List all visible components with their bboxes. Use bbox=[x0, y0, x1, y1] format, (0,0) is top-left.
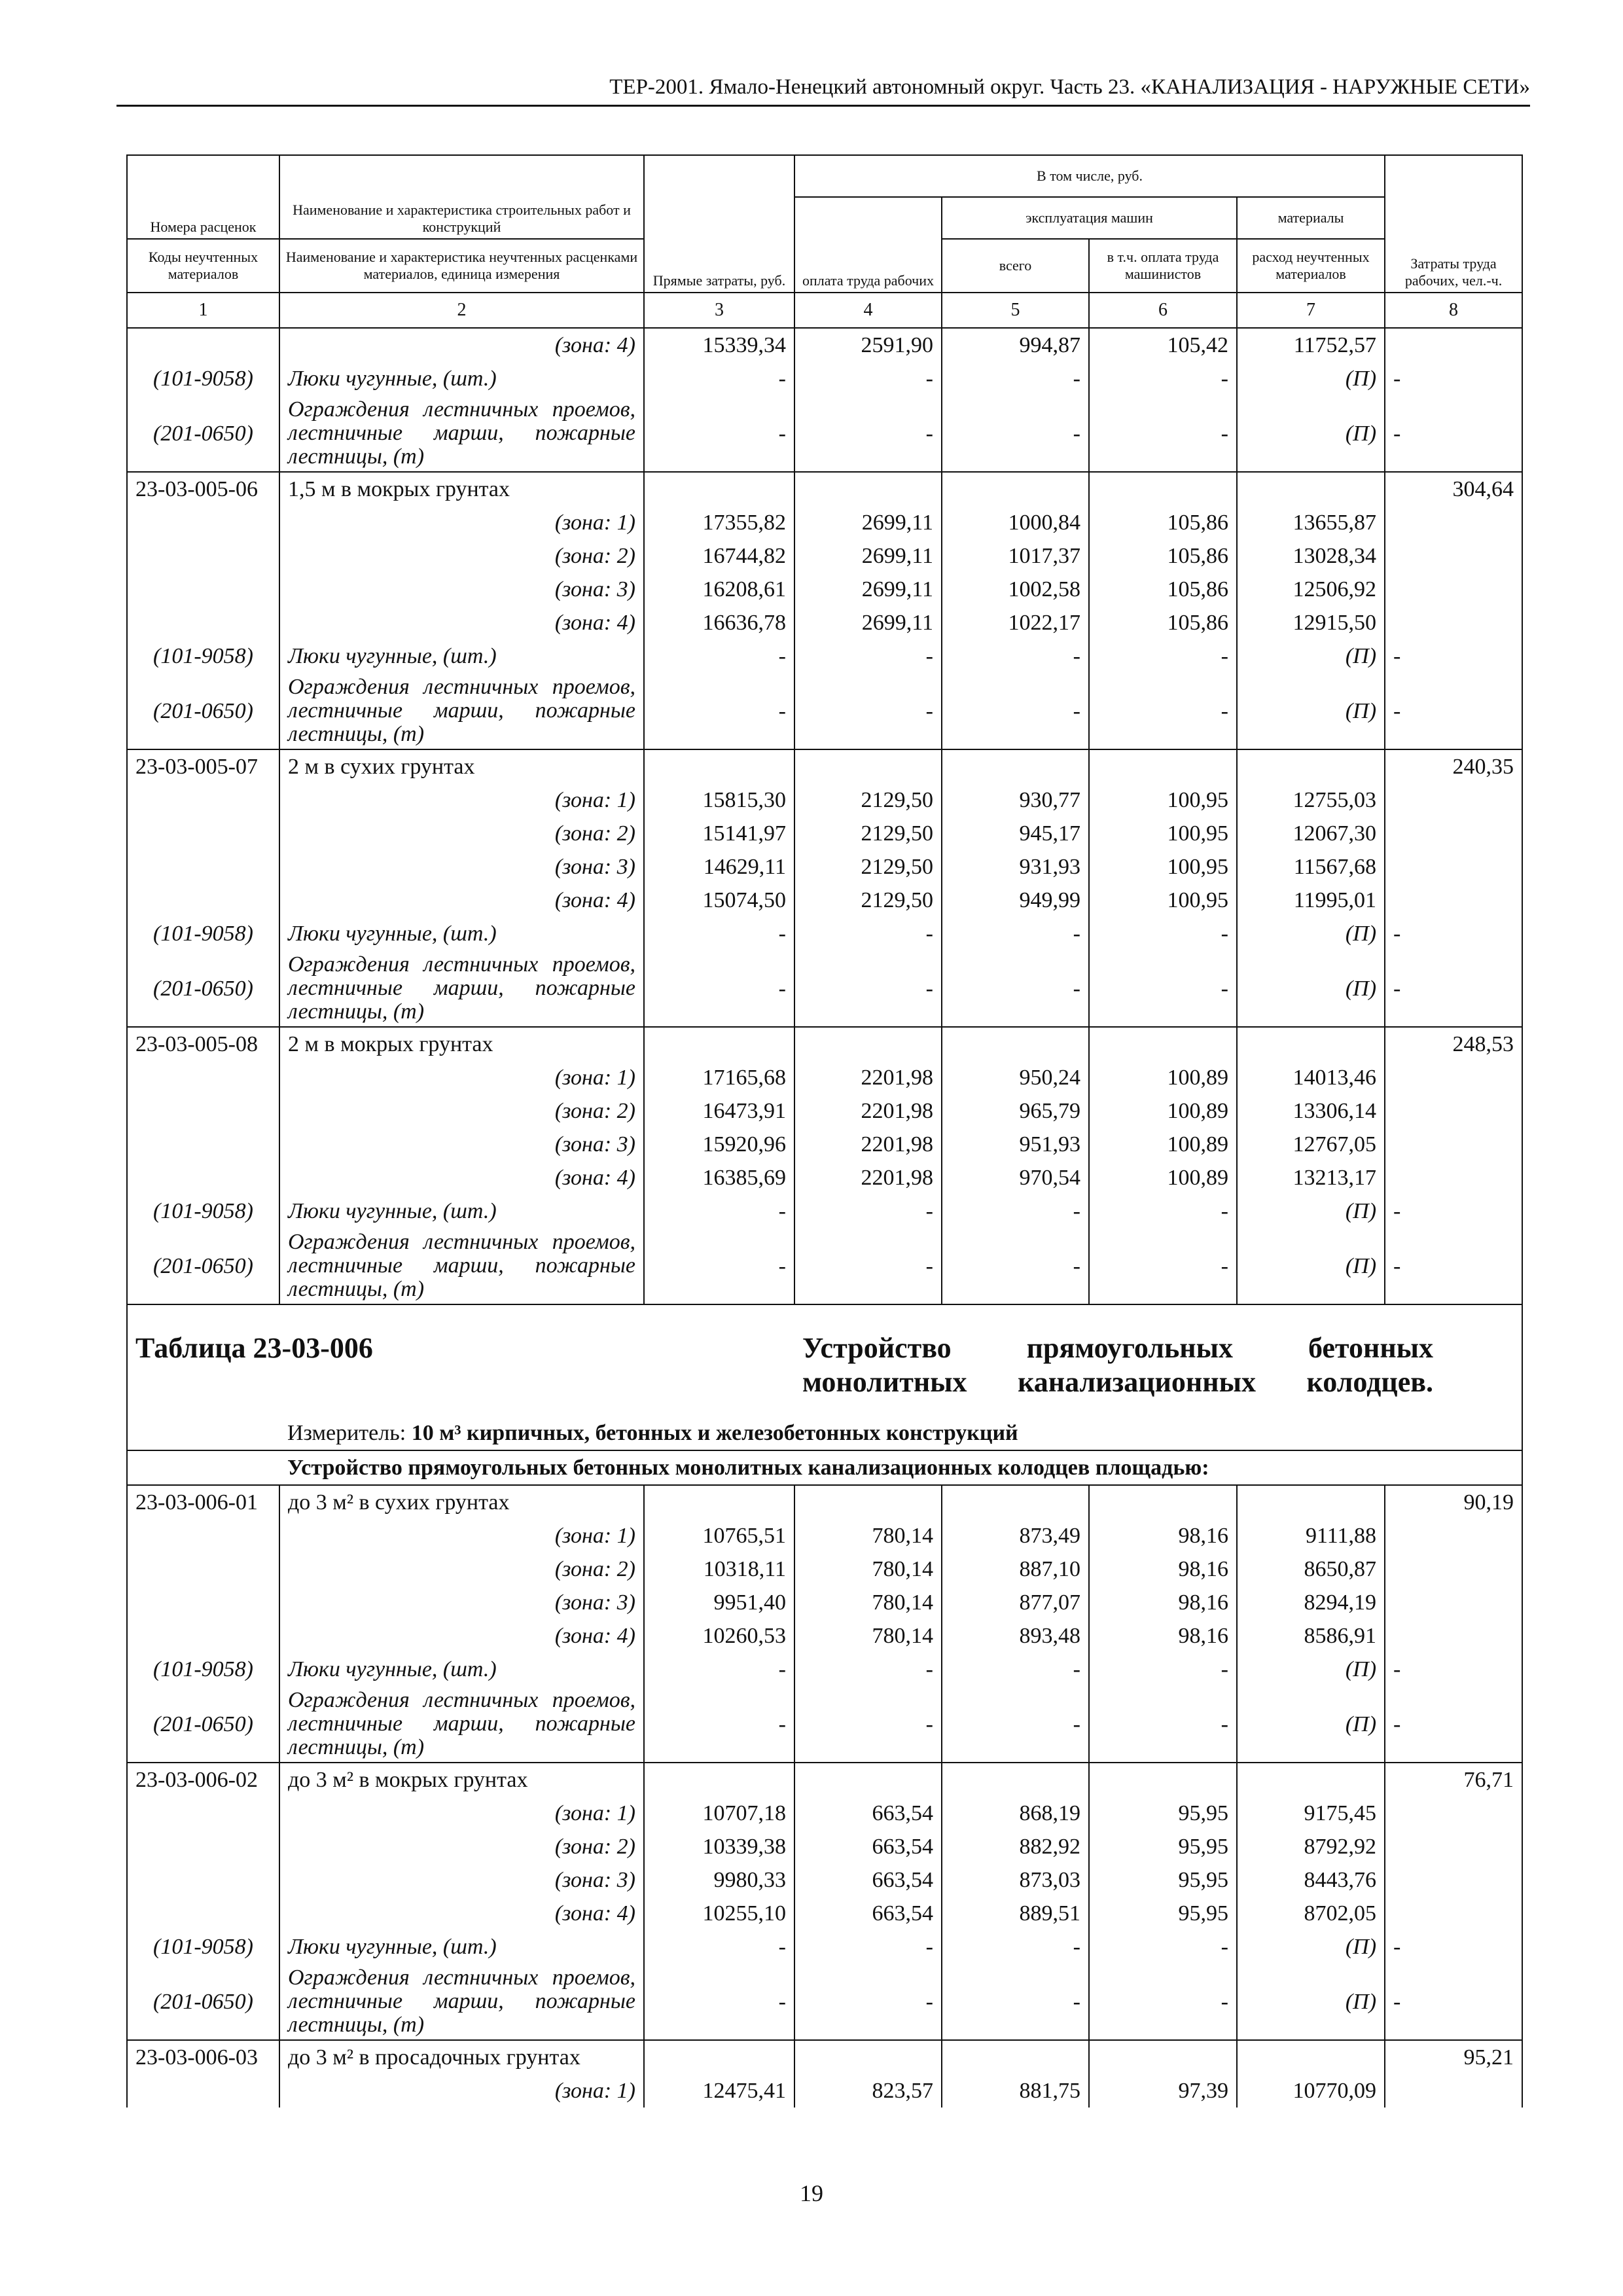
labor-cost: 95,21 bbox=[1385, 2040, 1522, 2074]
zone-row: (зона: 1) 15815,30 2129,50 930,77 100,95 12755,03 bbox=[127, 783, 1522, 817]
col-number: 3 bbox=[644, 293, 794, 328]
col-number: 6 bbox=[1089, 293, 1237, 328]
col-number: 5 bbox=[942, 293, 1089, 328]
header-rule bbox=[116, 105, 1530, 107]
zone-row: (зона: 1) 17355,82 2699,11 1000,84 105,86 13655,87 bbox=[127, 506, 1522, 539]
col1-header-bottom: Коды неучтенных материалов bbox=[127, 239, 279, 293]
rate-code: 23-03-006-03 bbox=[127, 2040, 279, 2074]
zone-row: (зона: 2) 16744,82 2699,11 1017,37 105,86 13028,34 bbox=[127, 539, 1522, 573]
zone-row: (зона: 4) 16636,78 2699,11 1022,17 105,86 12915,50 bbox=[127, 606, 1522, 639]
resource-row: (101-9058) Люки чугунные, (шт.) - - - - (П) - bbox=[127, 639, 1522, 673]
rate-name: 2 м в сухих грунтах bbox=[279, 749, 644, 783]
zone-row: (зона: 4) 10255,10 663,54 889,51 95,95 8702,05 bbox=[127, 1897, 1522, 1930]
rate-name: 1,5 м в мокрых грунтах bbox=[279, 472, 644, 506]
measure-value: 10 м³ кирпичных, бетонных и железобетонных конструкций bbox=[411, 1421, 1018, 1445]
zone-row: (зона: 1) 12475,41 823,57 881,75 97,39 10770,09 bbox=[127, 2074, 1522, 2108]
measure-prefix: Измеритель: bbox=[287, 1421, 412, 1445]
resource-row: (201-0650) Ограждения лестничных проемов, лестничные марши, пожарные лестницы, (т) - - - - (П) - bbox=[127, 950, 1522, 1027]
zone-row: (зона: 3) 14629,11 2129,50 931,93 100,95 11567,68 bbox=[127, 850, 1522, 884]
resource-row: (201-0650) Ограждения лестничных проемов, лестничные марши, пожарные лестницы, (т) - - - - (П) - bbox=[127, 673, 1522, 749]
zone-row: (зона: 2) 15141,97 2129,50 945,17 100,95 12067,30 bbox=[127, 817, 1522, 850]
col-number: 8 bbox=[1385, 293, 1522, 328]
zone-row: (зона: 3) 16208,61 2699,11 1002,58 105,86 12506,92 bbox=[127, 573, 1522, 606]
rate-code: 23-03-005-07 bbox=[127, 749, 279, 783]
zone-row: (зона: 3) 9951,40 780,14 877,07 98,16 8294,19 bbox=[127, 1586, 1522, 1619]
measure-row bbox=[127, 1416, 1522, 1450]
col-number: 2 bbox=[279, 293, 644, 328]
rate-code: 23-03-005-06 bbox=[127, 472, 279, 506]
labor-cost: 76,71 bbox=[1385, 1763, 1522, 1797]
col2-header-bottom: Наименование и характеристика неучтенных расценками материалов, единица измерения bbox=[279, 239, 644, 293]
table-description: Устройство прямоугольных бетонных монолитных канализационных колодцев. bbox=[802, 1332, 1434, 1398]
machines-header: эксплуатация машин bbox=[942, 197, 1237, 239]
resource-row: (101-9058) Люки чугунные, (шт.) - - - - (П) - bbox=[127, 1653, 1522, 1686]
resource-row: (201-0650) Ограждения лестничных проемов, лестничные марши, пожарные лестницы, (т) - - - - (П) - bbox=[127, 1228, 1522, 1304]
rate-row bbox=[127, 472, 1522, 506]
col5-header: всего bbox=[942, 239, 1089, 293]
price-table bbox=[126, 154, 1523, 2108]
rate-row bbox=[127, 749, 1522, 783]
resource-row: (101-9058) Люки чугунные, (шт.) - - - - (П) - bbox=[127, 362, 1522, 395]
table-label: Таблица 23-03-006 bbox=[135, 1332, 373, 1364]
zone-row: (зона: 1) 10765,51 780,14 873,49 98,16 9111,88 bbox=[127, 1519, 1522, 1552]
resource-row: (101-9058) Люки чугунные, (шт.) - - - - (П) - bbox=[127, 1194, 1522, 1228]
resource-row: (201-0650) Ограждения лестничных проемов, лестничные марши, пожарные лестницы, (т) - - - - (П) - bbox=[127, 395, 1522, 472]
zone-row: (зона: 3) 9980,33 663,54 873,03 95,95 8443,76 bbox=[127, 1863, 1522, 1897]
col8-header: Затраты труда рабочих, чел.-ч. bbox=[1385, 155, 1522, 293]
zone-row: (зона: 1) 10707,18 663,54 868,19 95,95 9175,45 bbox=[127, 1797, 1522, 1830]
rate-name: до 3 м² в мокрых грунтах bbox=[279, 1763, 644, 1797]
rate-code: 23-03-006-01 bbox=[127, 1485, 279, 1519]
zone-row: (зона: 4) 16385,69 2201,98 970,54 100,89 13213,17 bbox=[127, 1161, 1522, 1194]
table-title-row bbox=[127, 1304, 1522, 1416]
rate-row bbox=[127, 1763, 1522, 1797]
col-number: 7 bbox=[1237, 293, 1385, 328]
rate-row bbox=[127, 1485, 1522, 1519]
incl-header: В том числе, руб. bbox=[794, 155, 1385, 197]
subheading-row bbox=[127, 1450, 1522, 1485]
resource-row: (101-9058) Люки чугунные, (шт.) - - - - (П) - bbox=[127, 917, 1522, 950]
col6-header: в т.ч. оплата труда машинистов bbox=[1089, 239, 1237, 293]
zone-row: (зона: 4) 10260,53 780,14 893,48 98,16 8586,91 bbox=[127, 1619, 1522, 1653]
zone-row: (зона: 1) 17165,68 2201,98 950,24 100,89 14013,46 bbox=[127, 1061, 1522, 1094]
rate-row bbox=[127, 1027, 1522, 1061]
zone-row: (зона: 4) 15339,34 2591,90 994,87 105,42 11752,57 bbox=[127, 328, 1522, 362]
col-number: 4 bbox=[794, 293, 942, 328]
rate-row bbox=[127, 2040, 1522, 2074]
rate-name: до 3 м² в просадочных грунтах bbox=[279, 2040, 644, 2074]
zone-row: (зона: 4) 15074,50 2129,50 949,99 100,95 11995,01 bbox=[127, 884, 1522, 917]
rate-name: до 3 м² в сухих грунтах bbox=[279, 1485, 644, 1519]
rate-code: 23-03-005-08 bbox=[127, 1027, 279, 1061]
labor-cost: 90,19 bbox=[1385, 1485, 1522, 1519]
col4-header: оплата труда рабочих bbox=[794, 197, 942, 293]
col1-header-top: Номера расценок bbox=[127, 155, 279, 239]
col7-header: расход неучтенных материалов bbox=[1237, 239, 1385, 293]
labor-cost: 304,64 bbox=[1385, 472, 1522, 506]
zone-row: (зона: 2) 16473,91 2201,98 965,79 100,89 13306,14 bbox=[127, 1094, 1522, 1128]
page-number: 19 bbox=[800, 2180, 823, 2206]
zone-row: (зона: 2) 10318,11 780,14 887,10 98,16 8650,87 bbox=[127, 1552, 1522, 1586]
running-header: ТЕР-2001. Ямало-Ненецкий автономный округ. Часть 23. «КАНАЛИЗАЦИЯ - НАРУЖНЫЕ СЕТИ» bbox=[609, 75, 1530, 99]
table-header bbox=[127, 155, 1522, 328]
table-body bbox=[127, 328, 1522, 2108]
zone-row: (зона: 2) 10339,38 663,54 882,92 95,95 8792,92 bbox=[127, 1830, 1522, 1863]
labor-cost: 248,53 bbox=[1385, 1027, 1522, 1061]
zone-row: (зона: 3) 15920,96 2201,98 951,93 100,89 12767,05 bbox=[127, 1128, 1522, 1161]
resource-row: (101-9058) Люки чугунные, (шт.) - - - - (П) - bbox=[127, 1930, 1522, 1964]
labor-cost: 240,35 bbox=[1385, 749, 1522, 783]
resource-row: (201-0650) Ограждения лестничных проемов, лестничные марши, пожарные лестницы, (т) - - - - (П) - bbox=[127, 1964, 1522, 2040]
rate-name: 2 м в мокрых грунтах bbox=[279, 1027, 644, 1061]
col2-header-top: Наименование и характеристика строительных работ и конструкций bbox=[279, 155, 644, 239]
rate-code: 23-03-006-02 bbox=[127, 1763, 279, 1797]
resource-row: (201-0650) Ограждения лестничных проемов, лестничные марши, пожарные лестницы, (т) - - - - (П) - bbox=[127, 1686, 1522, 1763]
materials-header: материалы bbox=[1237, 197, 1385, 239]
col3-header: Прямые затраты, руб. bbox=[644, 155, 794, 293]
col-number: 1 bbox=[127, 293, 279, 328]
subheading: Устройство прямоугольных бетонных монолитных канализационных колодцев площадью: bbox=[279, 1450, 1522, 1485]
